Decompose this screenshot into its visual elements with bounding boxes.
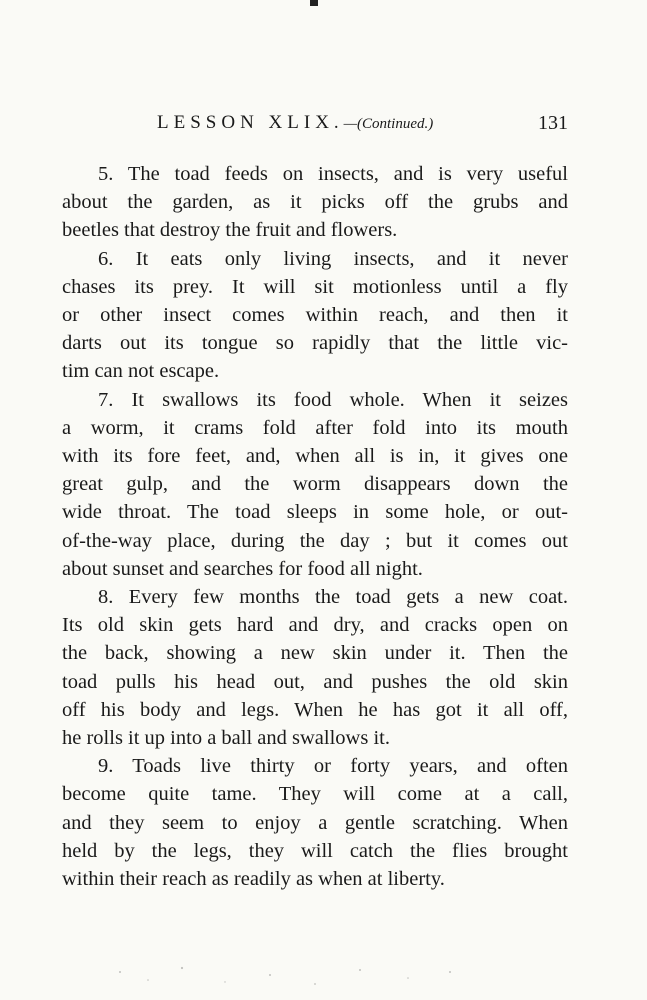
text-line: toad pulls his head out, and pushes the old skin (62, 670, 568, 693)
page-number: 131 (538, 112, 568, 134)
lesson-title-text: LESSON XLIX. (157, 112, 344, 133)
paragraph-9 (62, 752, 568, 893)
binding-mark (310, 0, 318, 6)
paragraph-7 (62, 386, 568, 583)
lesson-body (62, 160, 568, 893)
text-line: the back, showing a new skin under it. Then the (62, 642, 568, 665)
text-line: about sunset and searches for food all night. (62, 557, 423, 580)
text-line: wide throat. The toad sleeps in some hole, or out- (62, 501, 568, 524)
text-line: chases its prey. It will sit motionless until a fly (62, 275, 568, 298)
page-speckles (110, 960, 470, 990)
text-line: a worm, it crams fold after fold into its mouth (62, 416, 568, 439)
running-head (60, 112, 570, 140)
paragraph-8 (62, 583, 568, 752)
text-line: become quite tame. They will come at a call, (62, 783, 568, 806)
text-line: 9. Toads live thirty or forty years, and often (98, 755, 568, 778)
paragraph-5 (62, 160, 568, 245)
text-line: off his body and legs. When he has got it all off, (62, 698, 568, 721)
text-line: tim can not escape. (62, 360, 220, 383)
text-line: within their reach as readily as when at liberty. (62, 868, 445, 891)
text-line: held by the legs, they will catch the flies brought (62, 839, 568, 862)
text-line: darts out its tongue so rapidly that the little vic- (62, 332, 568, 355)
text-line: and they seem to enjoy a gentle scratching. When (62, 811, 568, 834)
text-line: about the garden, as it picks off the grubs and (62, 191, 568, 214)
text-line: 8. Every few months the toad gets a new coat. (98, 586, 568, 609)
text-line: beetles that destroy the fruit and flowers. (62, 219, 398, 242)
text-line: 6. It eats only living insects, and it never (98, 247, 568, 270)
lesson-title (157, 112, 433, 134)
text-line: he rolls it up into a ball and swallows it. (62, 727, 390, 750)
text-line: of-the-way place, during the day ; but it comes out (62, 529, 568, 552)
paragraph-6 (62, 245, 568, 386)
continued-label: —(Continued.) (343, 116, 434, 132)
text-line: or other insect comes within reach, and then it (62, 304, 568, 327)
text-line: 7. It swallows its food whole. When it seizes (98, 388, 568, 411)
text-line: 5. The toad feeds on insects, and is very useful (98, 163, 568, 185)
text-line: great gulp, and the worm disappears down the (62, 473, 568, 496)
text-line: with its fore feet, and, when all is in, it gives one (62, 445, 568, 468)
text-line: Its old skin gets hard and dry, and cracks open on (62, 614, 568, 637)
